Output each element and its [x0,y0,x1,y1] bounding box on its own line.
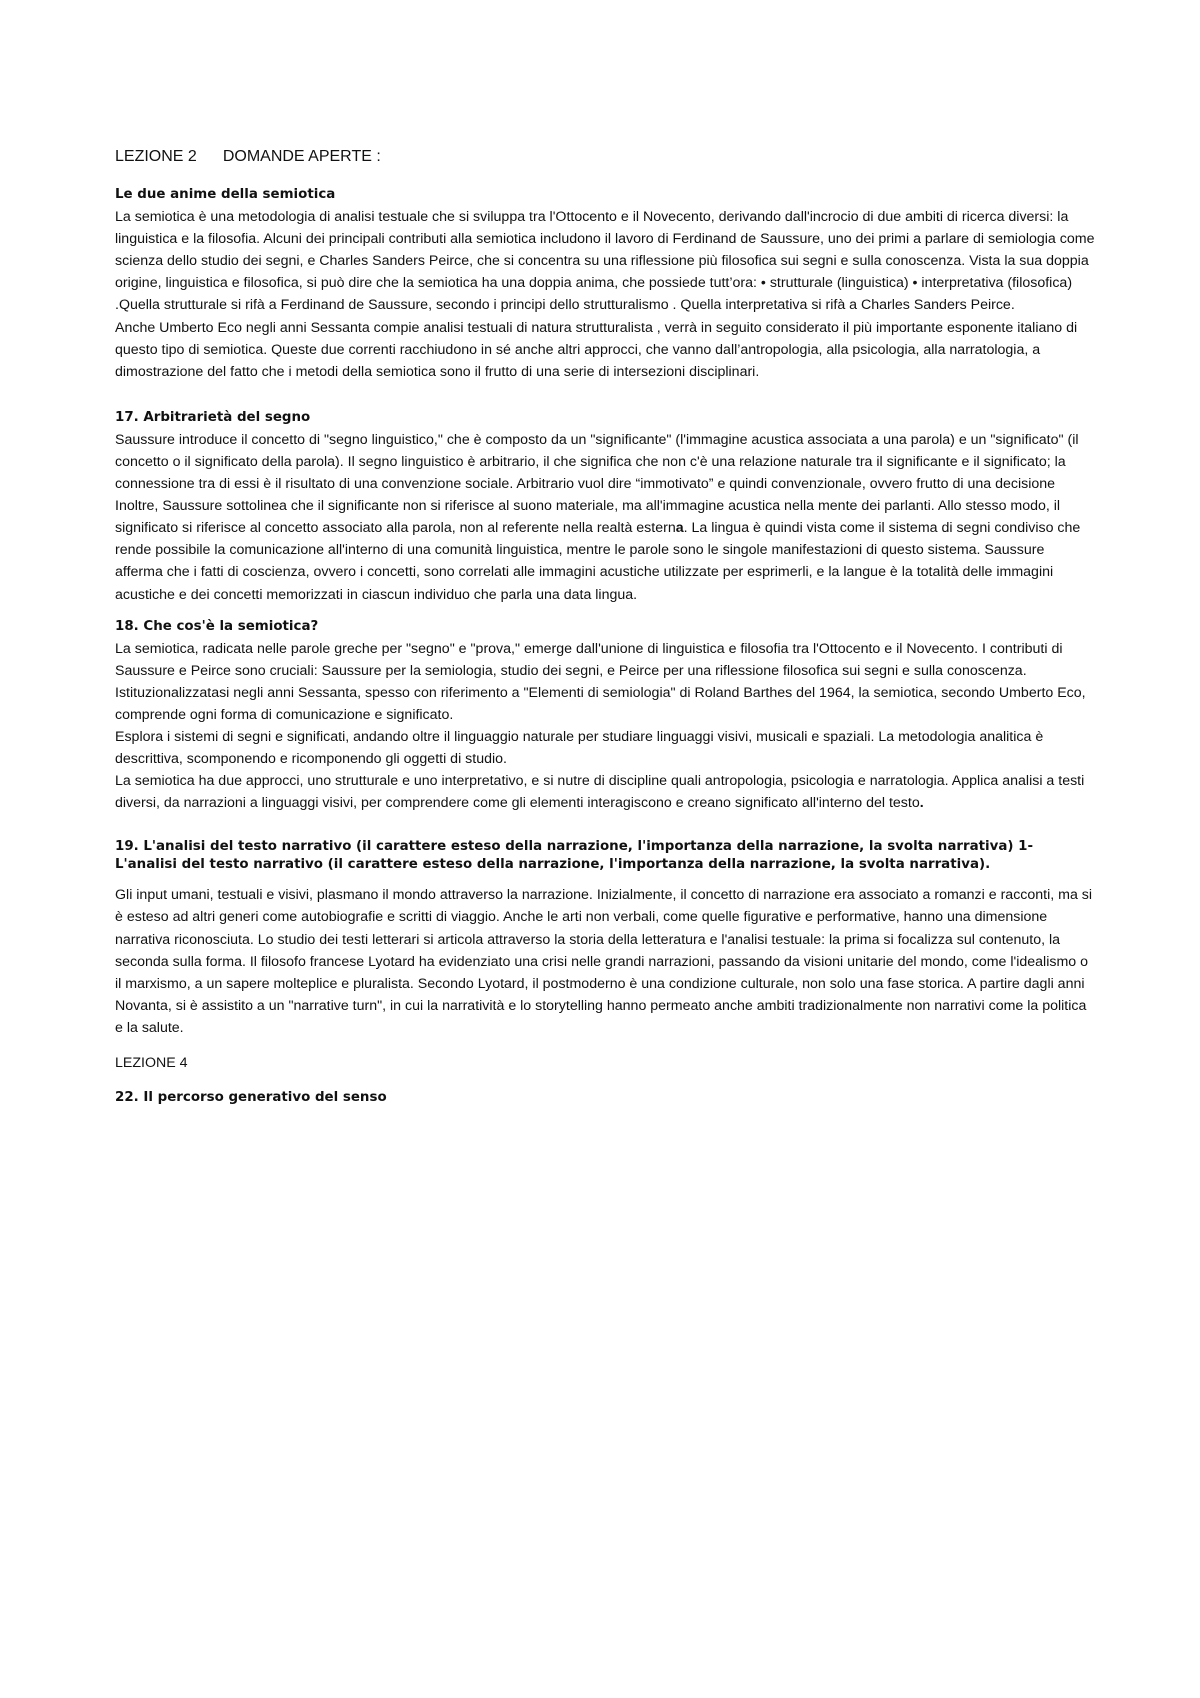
text-run: La semiotica ha due approcci, uno strutturale e uno interpretativo, e si nutre di discipline quali antropologia, psicologia e narratologia. Applica analisi a testi diversi, da narrazioni a linguaggi visivi, per comprendere come gli elementi interagiscono e creano significato all'interno del testo [115,773,1085,812]
paragraph [115,770,1095,814]
paragraph: Istituzionalizzatasi negli anni Sessanta, spesso con riferimento a "Elementi di semiologia" di Roland Barthes del 1964, la semiotica, secondo Umberto Eco, comprende ogni forma di comunicazione e significato. [115,684,1086,723]
section-22-percorso [115,1087,1095,1109]
text-run-bold: . [919,795,924,812]
section-17-arbitrarieta [115,407,1095,606]
paragraph: Anche Umberto Eco negli anni Sessanta compie analisi testuali di natura strutturalista , verrà in seguito considerato il più importante esponente italiano di questo tipo di semiotica. Queste due correnti racchiudono in sé anche altri approcci, che vanno dall’antropologia, alla psicologia, alla narratologia, a dimostrazione del fatto che i metodi della semiotica sono il frutto di una serie di intersezioni disciplinari. [115,319,1078,380]
section-heading: 22. Il percorso generativo del senso [115,1090,387,1106]
paragraph: La semiotica, radicata nelle parole greche per "segno" e "prova," emerge dall'unione di linguistica e filosofia tra l'Ottocento e il Novecento. I contributi di Saussure e Peirce sono cruciali: Saussure per la semiologia, studio dei segni, e Peirce per una riflessione filosofica sui segni e sulla conoscenza. [115,640,1063,679]
section-heading: 17. Arbitrarietà del segno [115,409,311,425]
section-18-semiotica [115,616,1095,815]
section-due-anime [115,184,1095,383]
lesson-2-title: LEZIONE 2 [115,148,197,165]
section-heading: 19. L'analisi del testo narrativo (il carattere esteso della narrazione, l'importanza della narrazione, la svolta narrativa) 1- L'analisi del testo narrativo (il carattere esteso della narrazione, l'importanza della narrazione, la svolta narrativa). [115,839,1034,873]
paragraph: Saussure introduce il concetto di "segno linguistico," che è composto da un "significante" (l'immagine acustica associata a una parola) e un "significato" (il concetto o il significato della parola). Il segno linguistico è arbitrario, il che significa che non c'è una relazione naturale tra il significante e il significato; la connessione tra di essi è il risultato di una convenzione sociale. Arbitrario vuol dire “immotivato” e quindi convenzionale, ovvero frutto di una decisione [115,431,1079,493]
text-run-bold: a [675,520,684,537]
text-run: . La lingua è quindi vista come il sistema di segni condiviso che rende possibile la comunicazione all'interno di una comunità linguistica, mentre le parole sono le singole manifestazioni di questo sistema. Saussure afferma che i fatti di coscienza, ovvero i concetti, sono correlati alle immagini acustiche utilizzate per esprimerli, e la langue è la totalità delle immagini acustiche e dei concetti memorizzati in ciascun individuo che parla una data lingua. [115,520,1081,603]
section-19-testo-narrativo [115,838,1095,1039]
paragraph: Esplora i sistemi di segni e significati, andando oltre il linguaggio naturale per studiare linguaggi visivi, musicali e spaziali. La metodologia analitica è descrittiva, scomponendo e ricomponendo gli oggetti di studio. [115,728,1044,768]
section-heading: Le due anime della semiotica [115,187,336,203]
paragraph: La semiotica è una metodologia di analisi testuale che si sviluppa tra l'Ottocento e il Novecento, derivando dall'incrocio di due ambiti di ricerca diversi: la linguistica e la filosofia. Alcuni dei principali contributi alla semiotica includono il lavoro di Ferdinand de Saussure, uno dei primi a parlare di semiologia come scienza dello studio dei segni, e Charles Sanders Peirce, che si concentra su una riflessione più filosofica sui segni e sulla conoscenza. Vista la sua doppia origine, linguistica e filosofica, si può dire che la semiotica ha una doppia anima, che possiede tutt’ora: • strutturale (linguistica) • interpretativa (filosofica) .Quella strutturale si rifà a Ferdinand de Saussure, secondo i principi dello strutturalismo . Quella interpretativa si rifà a Charles Sanders Peirce. [115,209,1095,314]
lesson-4-title: LEZIONE 4 [115,1055,188,1071]
lesson-2-header [115,146,1095,168]
open-questions-label: DOMANDE APERTE : [222,148,381,165]
paragraph [115,495,1095,605]
text-run: Inoltre, Saussure sottolinea che il significante non si riferisce al suono materiale, ma all'immagine acustica nella mente dei parlanti. Allo stesso modo, il significato si riferisce al concetto associato alla parola, non al referente nella realtà estern [115,498,1061,537]
document-body [115,146,1095,1109]
paragraph: Gli input umani, testuali e visivi, plasmano il mondo attraverso la narrazione. Inizialmente, il concetto di narrazione era associato a romanzi e racconti, ma si è esteso ad altri generi come autobiografie e scritti di viaggio. Anche le arti non verbali, come quelle figurative e performative, hanno una dimensione narrativa riconosciuta. Lo studio dei testi letterari si articola attraverso la storia della letteratura e l'analisi testuale: la prima si focalizza sul contenuto, la seconda sulla forma. Il filosofo francese Lyotard ha evidenziato una crisi nelle grandi narrazioni, passando da visioni unitarie del mondo, come l'idealismo o il marxismo, a un sapere molteplice e pluralista. Secondo Lyotard, il postmoderno è una condizione culturale, non solo una fase storica. A partire dagli anni Novanta, si è assistito a un "narrative turn", in cui la narratività e lo storytelling hanno permeato anche ambiti tradizionalmente non narrativi come la politica e la salute. [115,887,1093,1036]
section-heading: 18. Che cos'è la semiotica? [115,618,319,634]
